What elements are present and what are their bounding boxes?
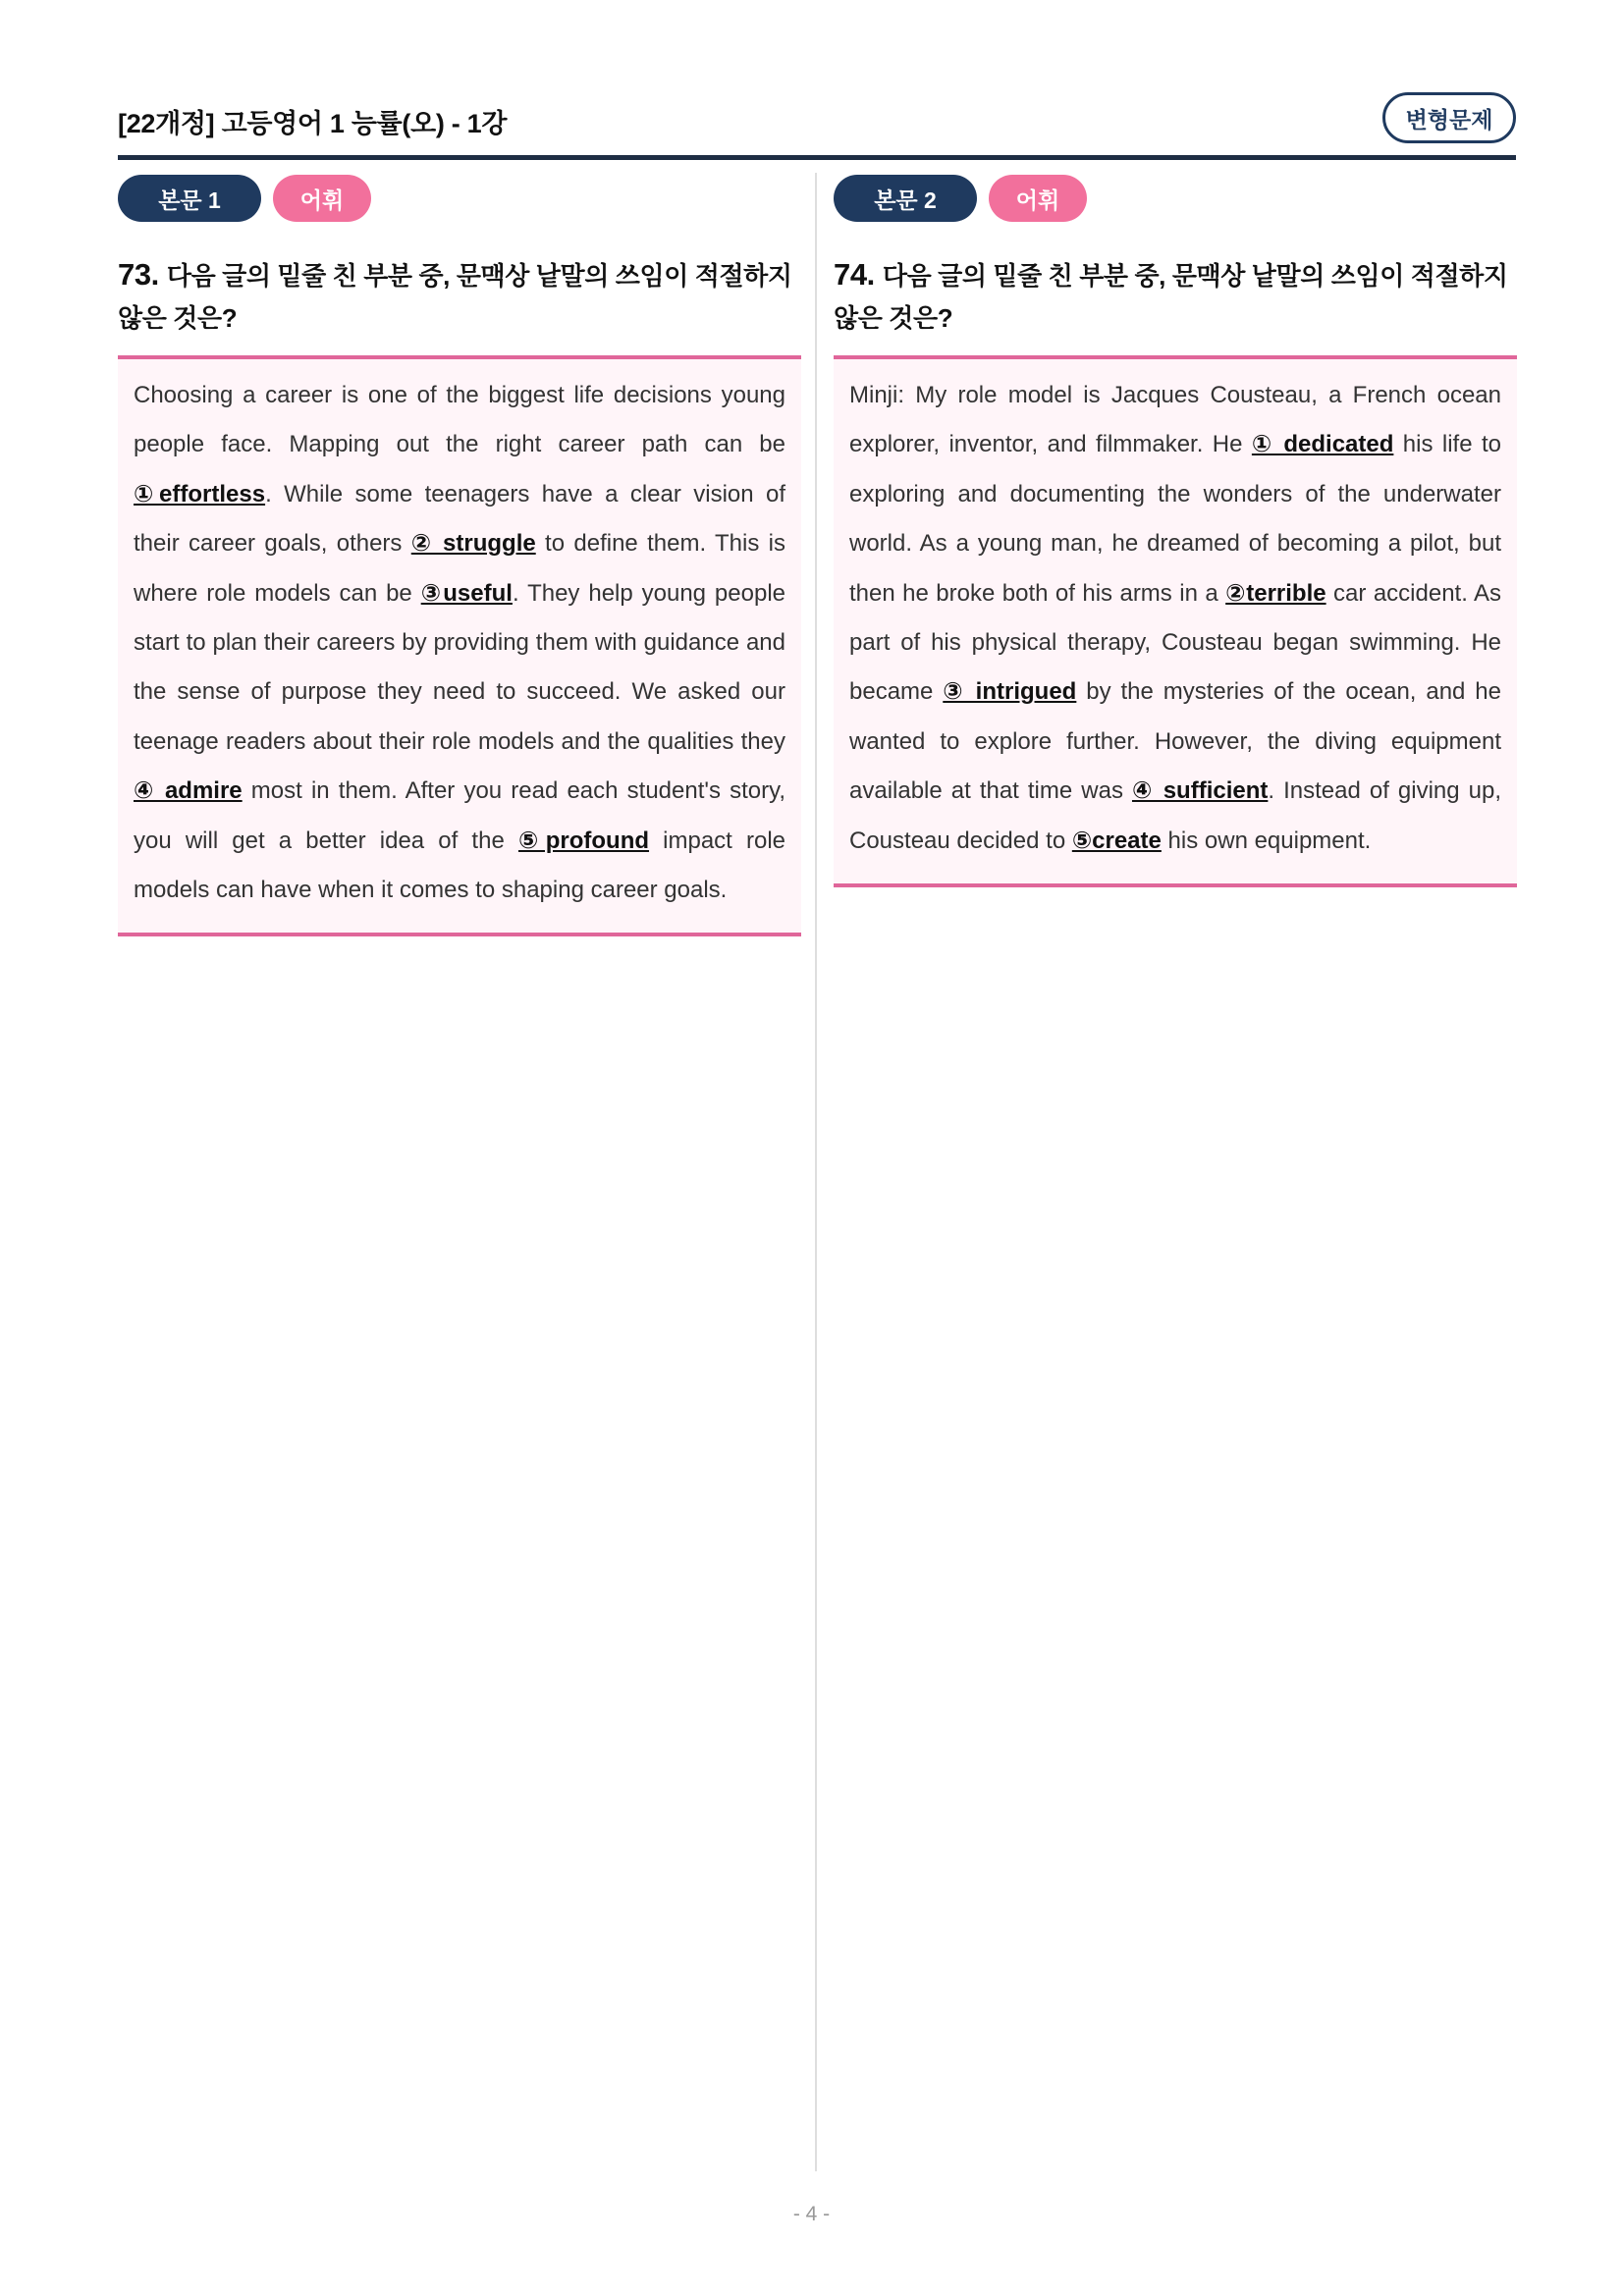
question-text: 다음 글의 밑줄 친 부분 중, 문맥상 낱말의 쓰임이 적절하지 않은 것은? [834,261,1508,333]
question-number: 74. [834,257,875,292]
passage-text: by the mysteries of the ocean, and he wanted to explore further. However, the diving equipment available at that time was [849,678,1501,805]
passage-text: . While some teenagers have a clear vision of their career goals, others [134,480,786,558]
underlined-option: ① dedicated [1251,431,1394,458]
passage-text: Minji: My role model is Jacques Cousteau, a French ocean explorer, inventor, and filmmaker. He [849,382,1501,458]
question-number: 73. [118,257,159,292]
tag-row [118,175,801,222]
passage-text: his own equipment. [1161,827,1372,854]
header-rule [118,155,1516,160]
page-number: - 4 - [792,2203,831,2225]
passage-text: to define them. This is where role models can be [134,530,785,607]
passage-tag: 본문 2 [834,175,977,222]
underlined-option: ③ intrigued [943,678,1077,706]
question-column-right [834,175,1517,887]
question-prompt [118,253,801,340]
passage-box [118,355,801,936]
page-header [118,92,1516,157]
passage-text: his life to exploring and documenting the wonders of the underwater world. As a young man, he dreamed of becoming a pilot, but then he broke both of his arms in a [849,431,1501,607]
column-divider [815,173,817,2171]
passage-text: . Instead of giving up, Cousteau decided to [849,777,1502,854]
underlined-option: ④ sufficient [1131,777,1269,805]
underlined-option: ④ admire [134,777,243,805]
underlined-option: ⑤create [1071,827,1162,854]
passage-text: impact role models can have when it comes to shaping career goals. [134,827,786,904]
underlined-option: ③useful [420,579,513,607]
underlined-option: ①effortless [134,480,266,507]
passage-box [834,355,1517,887]
underlined-option: ②terrible [1225,579,1326,607]
question-column-left [118,175,801,936]
passage-tag: 본문 1 [118,175,261,222]
question-text: 다음 글의 밑줄 친 부분 중, 문맥상 낱말의 쓰임이 적절하지 않은 것은? [118,261,792,333]
question-prompt [834,253,1517,340]
underlined-option: ② struggle [410,530,536,558]
category-tag: 어휘 [273,175,371,222]
passage-text: most in them. After you read each student's story, you will get a better idea of the [134,777,785,854]
passage-text: Choosing a career is one of the biggest life decisions young people face. Mapping out the right career path can be [134,382,785,458]
underlined-option: ⑤profound [517,827,650,854]
type-badge: 변형문제 [1382,92,1516,143]
passage-text: car accident. As part of his physical therapy, Cousteau began swimming. He became [849,579,1502,706]
passage-text: . They help young people start to plan their careers by providing them with guidance and the sense of purpose they need to succeed. We asked our teenage readers about their role models and the qualities they [134,579,785,755]
category-tag: 어휘 [989,175,1087,222]
tag-row [834,175,1517,222]
page-title: [22개정] 고등영어 1 능률(오) - 1강 [118,109,508,138]
